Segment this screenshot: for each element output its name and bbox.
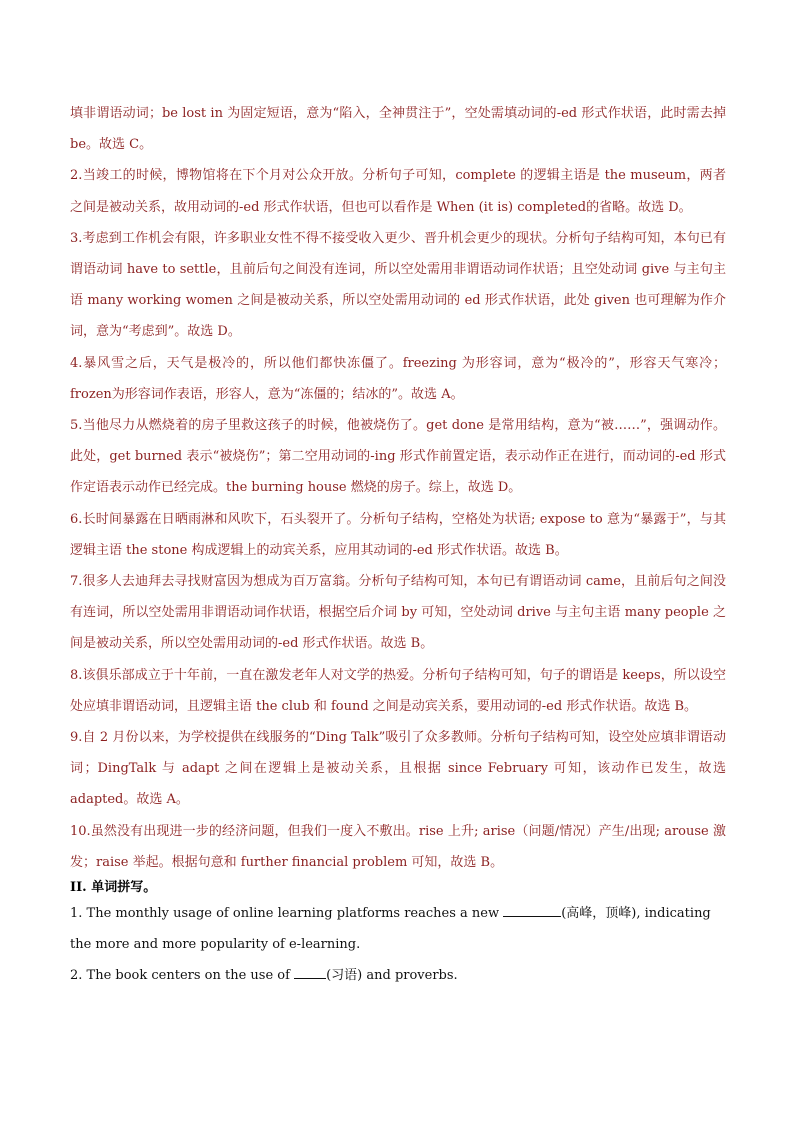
explanation-paragraph: 5.当他尽力从燃烧着的房子里救这孩子的时候，他被烧伤了。get done 是常用结构，意为“被……”，强调动作。此处，get burned 表示“被烧伤”；第二空用动词的-ing 形式作前置定语，表示动作正在进行，而动词的-ed 形式作定语表示动作已经完成。the burning house 燃烧的房子。综上，故选 D。: [70, 418, 726, 496]
section-heading: II. 单词拼写。: [70, 880, 157, 896]
explanation-paragraph: 填非谓语动词；be lost in 为固定短语，意为“陷入，全神贯注于”，空处需填动词的-ed 形式作状语，此时需去掉 be。故选 C。: [70, 106, 726, 153]
explanation-paragraph: 2.当竣工的时候，博物馆将在下个月对公众开放。分析句子可知，complete 的逻辑主语是 the museum，两者之间是被动关系，故用动词的-ed 形式作状语，但也可以看作是 When (it is) completed的省略。故选 D。: [70, 168, 726, 215]
answer-blank[interactable]: [503, 904, 561, 917]
question-hint: (习语): [326, 968, 363, 984]
question-hint: (高峰，顶峰): [561, 906, 637, 922]
question-text: 1. The monthly usage of online learning platforms reaches a new: [70, 906, 504, 922]
explanation-paragraph: 6.长时间暴露在日晒雨淋和风吹下，石头裂开了。分析句子结构，空格处为状语; expose to 意为“暴露于”，与其逻辑主语 the stone 构成逻辑上的动宾关系，应用其动词的-ed 形式作状语。故选 B。: [70, 511, 726, 558]
document-page: [70, 98, 726, 992]
explanation-paragraph: 9.自 2 月份以来，为学校提供在线服务的“Ding Talk”吸引了众多教师。分析句子结构可知，设空处应填非谓语动词；DingTalk 与 adapt 之间在逻辑上是被动关系，且根据 since February 可知，该动作已发生，故选 adapted。故选 A。: [70, 730, 726, 808]
question-text: and proverbs.: [362, 968, 458, 984]
question-text: 2. The book centers on the use of: [70, 968, 295, 984]
question-item: [70, 960, 726, 991]
explanation-paragraph: 3.考虑到工作机会有限，许多职业女性不得不接受收入更少、晋升机会更少的现状。分析句子结构可知，本句已有谓语动词 have to settle，且前后句之间没有连词，所以空处需用非谓语动词作状语；且空处动词 give 与主句主语 many working women 之间是被动关系，所以空处需用动词的 ed 形式作状语，此处 given 也可理解为作介词，意为“考虑到”。故选 D。: [70, 230, 726, 340]
explanation-paragraph: 7.很多人去迪拜去寻找财富因为想成为百万富翁。分析句子结构可知，本句已有谓语动词 came，且前后句之间没有连词，所以空处需用非谓语动词作状语，根据空后介词 by 可知，空处动词 drive 与主句主语 many people 之间是被动关系，所以空处需用动词的-ed 形式作状语。故选 B。: [70, 574, 726, 652]
explanation-paragraph: 10.虽然没有出现进一步的经济问题，但我们一度入不敷出。rise 上升; arise（问题/情况）产生/出现; arouse 激发；raise 举起。根据句意和 further financial problem 可知，故选 B。: [70, 823, 726, 870]
explanation-paragraph: 4.暴风雪之后，天气是极冷的，所以他们都快冻僵了。freezing 为形容词，意为“极冷的”，形容天气寒冷； frozen为形容词作表语，形容人，意为“冻僵的；结冰的”。故选 A。: [70, 355, 726, 402]
question-item: [70, 898, 726, 960]
answer-blank[interactable]: [294, 966, 326, 979]
explanation-paragraph: 8.该俱乐部成立于十年前，一直在激发老年人对文学的热爱。分析句子结构可知，句子的谓语是 keeps，所以设空处应填非谓语动词，且逻辑主语 the club 和 found 之间是动宾关系，要用动词的-ed 形式作状语。故选 B。: [70, 667, 726, 714]
question-text: , indicating the more and more popularity of e-learning.: [70, 906, 711, 953]
